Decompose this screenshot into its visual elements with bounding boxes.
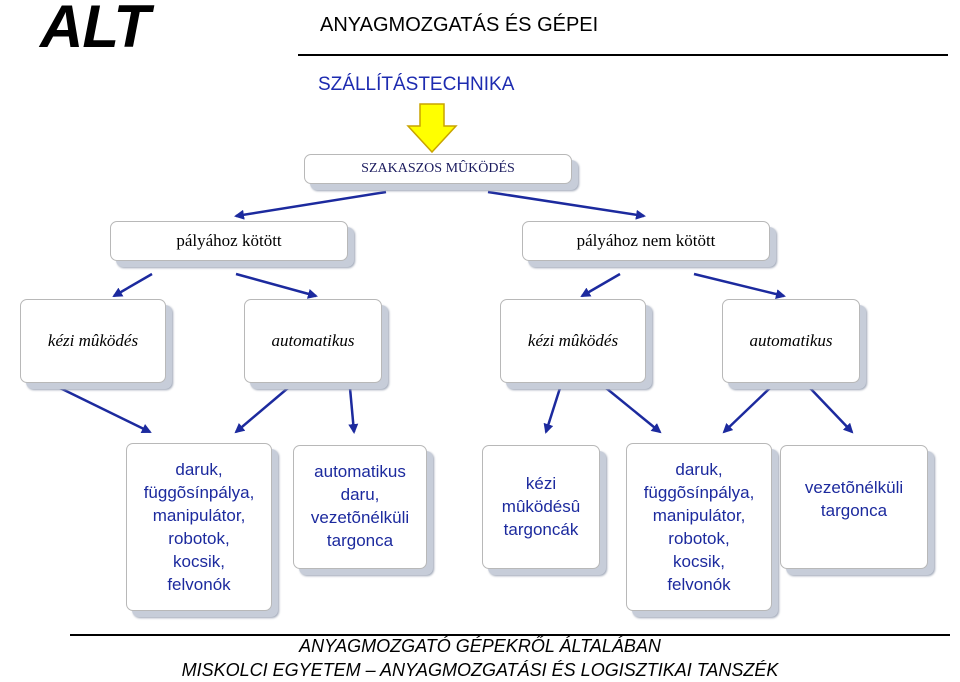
leaf-line: felvonók <box>167 575 231 594</box>
connector-arrow <box>236 274 316 296</box>
node-automatikus-1 <box>244 299 382 383</box>
leaf-line: robotok, <box>668 529 730 548</box>
footer-institution: MISKOLCI EGYETEM – ANYAGMOZGATÁSI ÉS LOGISZTIKAI TANSZÉK <box>181 660 779 680</box>
node-szakaszos-mukodes <box>304 154 572 184</box>
leaf-line: targonca <box>326 531 394 550</box>
leaf-line: függõsínpálya, <box>643 483 755 502</box>
connector-arrow <box>236 192 386 216</box>
leaf-line: kocsik, <box>173 552 225 571</box>
node-kezi-mukodes-2 <box>500 299 646 383</box>
connector-arrow <box>236 388 288 432</box>
leaf-line: kocsik, <box>673 552 725 571</box>
connector-arrow <box>606 388 660 432</box>
connector-arrow <box>350 388 354 432</box>
leaf-line: manipulátor, <box>652 506 746 525</box>
footer-subtitle: ANYAGMOZGATÓ GÉPEKRŐL ÁLTALÁBAN <box>299 636 661 656</box>
node-label: pályához kötött <box>176 231 282 250</box>
connector-arrow <box>724 388 770 432</box>
leaf-line: automatikus <box>314 462 406 481</box>
leaf-line: daru, <box>340 485 380 504</box>
node-automatikus-2 <box>722 299 860 383</box>
leaf-line: vezetõnélküli <box>804 478 904 497</box>
down-arrow-icon <box>408 104 456 152</box>
connector-arrow <box>694 274 784 296</box>
leaf-line: targoncák <box>503 520 579 539</box>
node-label: kézi mûködés <box>47 331 139 350</box>
leaf-line: függõsínpálya, <box>143 483 255 502</box>
connector-arrow <box>114 274 152 296</box>
leaf-node-5 <box>780 445 928 569</box>
leaf-line: robotok, <box>168 529 230 548</box>
leaf-line: mûködésû <box>501 497 581 516</box>
leaf-line: daruk, <box>675 460 723 479</box>
leaf-line: manipulátor, <box>152 506 246 525</box>
leaf-line: felvonók <box>667 575 731 594</box>
leaf-line: targonca <box>820 501 888 520</box>
node-palyahoz-kotott <box>110 221 348 261</box>
logo: ALT <box>40 0 150 60</box>
leaf-node-3 <box>482 445 600 569</box>
leaf-line: daruk, <box>175 460 223 479</box>
connector-arrow <box>60 388 150 432</box>
connector-arrow <box>546 388 560 432</box>
node-label: automatikus <box>271 331 355 350</box>
node-palyahoz-nem-kotott <box>522 221 770 261</box>
leaf-node-2 <box>293 445 427 569</box>
leaf-node-4 <box>626 443 772 611</box>
node-label: pályához nem kötött <box>576 231 716 250</box>
node-label: kézi mûködés <box>527 331 619 350</box>
connector-arrow <box>582 274 620 296</box>
leaf-line: kézi <box>525 474 557 493</box>
connector-arrow <box>488 192 644 216</box>
node-label: SZAKASZOS MÛKÖDÉS <box>361 161 515 176</box>
leaf-line: vezetõnélküli <box>310 508 410 527</box>
page-title: ANYAGMOZGATÁS ÉS GÉPEI <box>320 14 599 36</box>
root-node-title: SZÁLLÍTÁSTECHNIKA <box>318 74 515 95</box>
leaf-node-1 <box>126 443 272 611</box>
connector-arrow <box>810 388 852 432</box>
node-label: automatikus <box>749 331 833 350</box>
node-kezi-mukodes-1 <box>20 299 166 383</box>
